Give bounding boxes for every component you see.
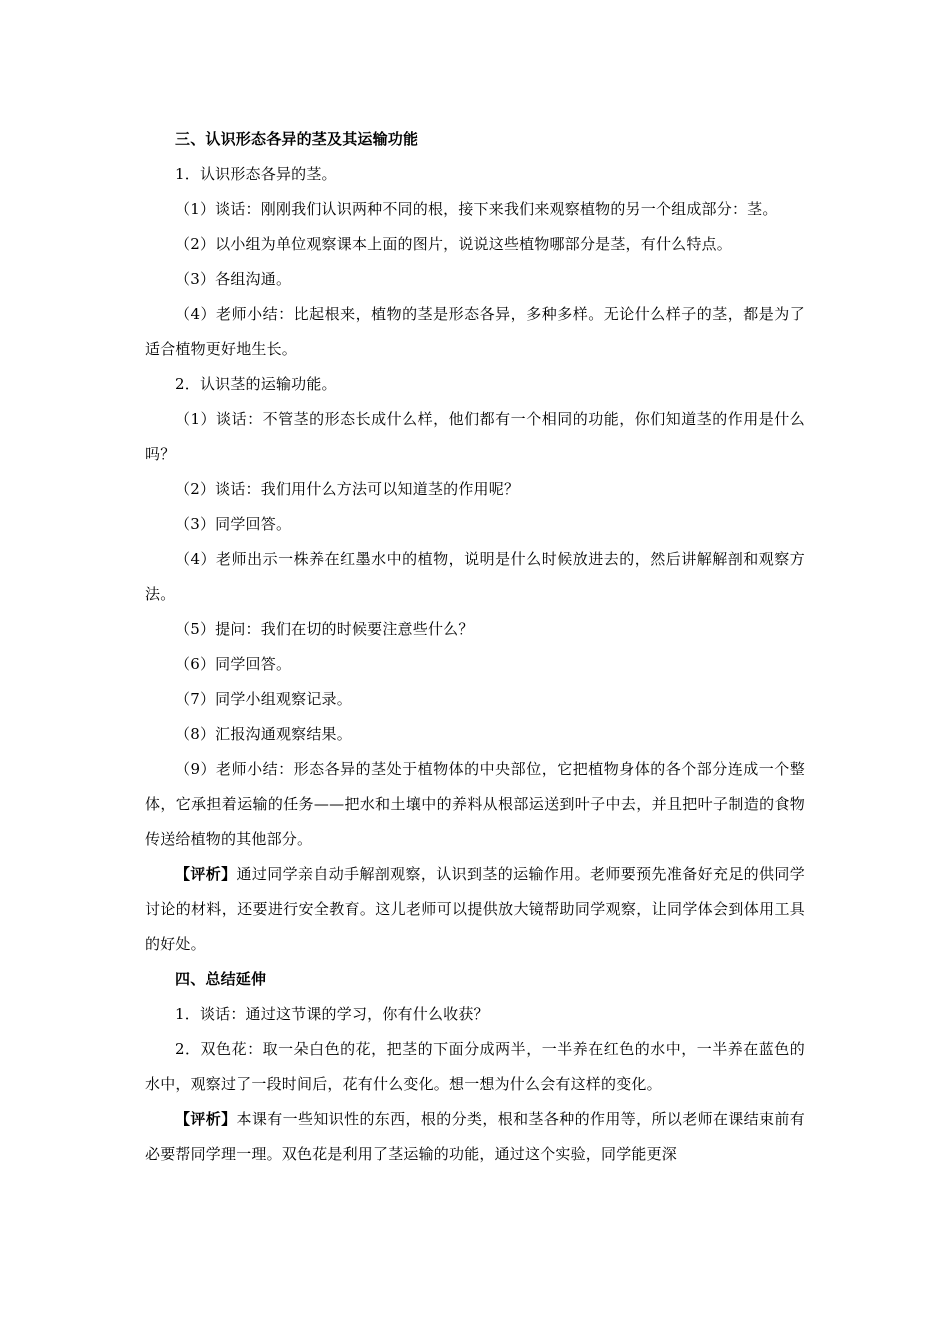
comment-label: 【评析】 (175, 865, 237, 883)
body-paragraph: （7）同学小组观察记录。 (175, 690, 352, 708)
comment-label: 【评析】 (175, 1110, 237, 1128)
section-heading: 三、认识形态各异的茎及其运输功能 (175, 130, 419, 148)
body-paragraph: 2．双色花：取一朵白色的花，把茎的下面分成两半，一半养在红色的水中，一半养在蓝色的水中，观察过了一段时间后，花有什么变化。想一想为什么会有这样的变化。 (145, 1040, 805, 1093)
body-paragraph: （1）谈话：刚刚我们认识两种不同的根，接下来我们来观察植物的另一个组成部分：茎。 (175, 200, 778, 218)
body-paragraph: （8）汇报沟通观察结果。 (175, 725, 352, 743)
document-body (145, 122, 805, 1172)
body-paragraph: （3）同学回答。 (175, 515, 292, 533)
comment-paragraph (145, 1102, 805, 1172)
body-paragraph: （2）以小组为单位观察课本上面的图片，说说这些植物哪部分是茎，有什么特点。 (175, 235, 732, 253)
comment-text: 通过同学亲自动手解剖观察，认识到茎的运输作用。老师要预先准备好充足的供同学讨论的材料，还要进行安全教育。这儿老师可以提供放大镜帮助同学观察，让同学体会到体用工具的好处。 (145, 865, 805, 953)
body-paragraph: （5）提问：我们在切的时候要注意些什么？ (175, 620, 474, 638)
body-paragraph: 1．谈话：通过这节课的学习，你有什么收获？ (175, 1005, 489, 1023)
comment-text: 本课有一些知识性的东西，根的分类，根和茎各种的作用等，所以老师在课结束前有必要帮同学理一理。双色花是利用了茎运输的功能，通过这个实验，同学能更深 (145, 1110, 805, 1163)
body-paragraph: （4）老师小结：比起根来，植物的茎是形态各异，多种多样。无论什么样子的茎，都是为了适合植物更好地生长。 (145, 305, 805, 358)
body-paragraph: 2．认识茎的运输功能。 (175, 375, 337, 393)
body-paragraph: （3）各组沟通。 (175, 270, 292, 288)
body-paragraph: （9）老师小结：形态各异的茎处于植物体的中央部位，它把植物身体的各个部分连成一个整体，它承担着运输的任务——把水和土壤中的养料从根部运送到叶子中去，并且把叶子制造的食物传送给植物的其他部分。 (145, 760, 805, 848)
comment-paragraph (145, 857, 805, 962)
body-paragraph: （1）谈话：不管茎的形态长成什么样，他们都有一个相同的功能，你们知道茎的作用是什么吗？ (145, 410, 805, 463)
body-paragraph: （6）同学回答。 (175, 655, 292, 673)
body-paragraph: （4）老师出示一株养在红墨水中的植物，说明是什么时候放进去的，然后讲解解剖和观察方法。 (145, 550, 805, 603)
body-paragraph: （2）谈话：我们用什么方法可以知道茎的作用呢？ (175, 480, 520, 498)
section-heading: 四、总结延伸 (175, 970, 267, 988)
body-paragraph: 1．认识形态各异的茎。 (175, 165, 337, 183)
